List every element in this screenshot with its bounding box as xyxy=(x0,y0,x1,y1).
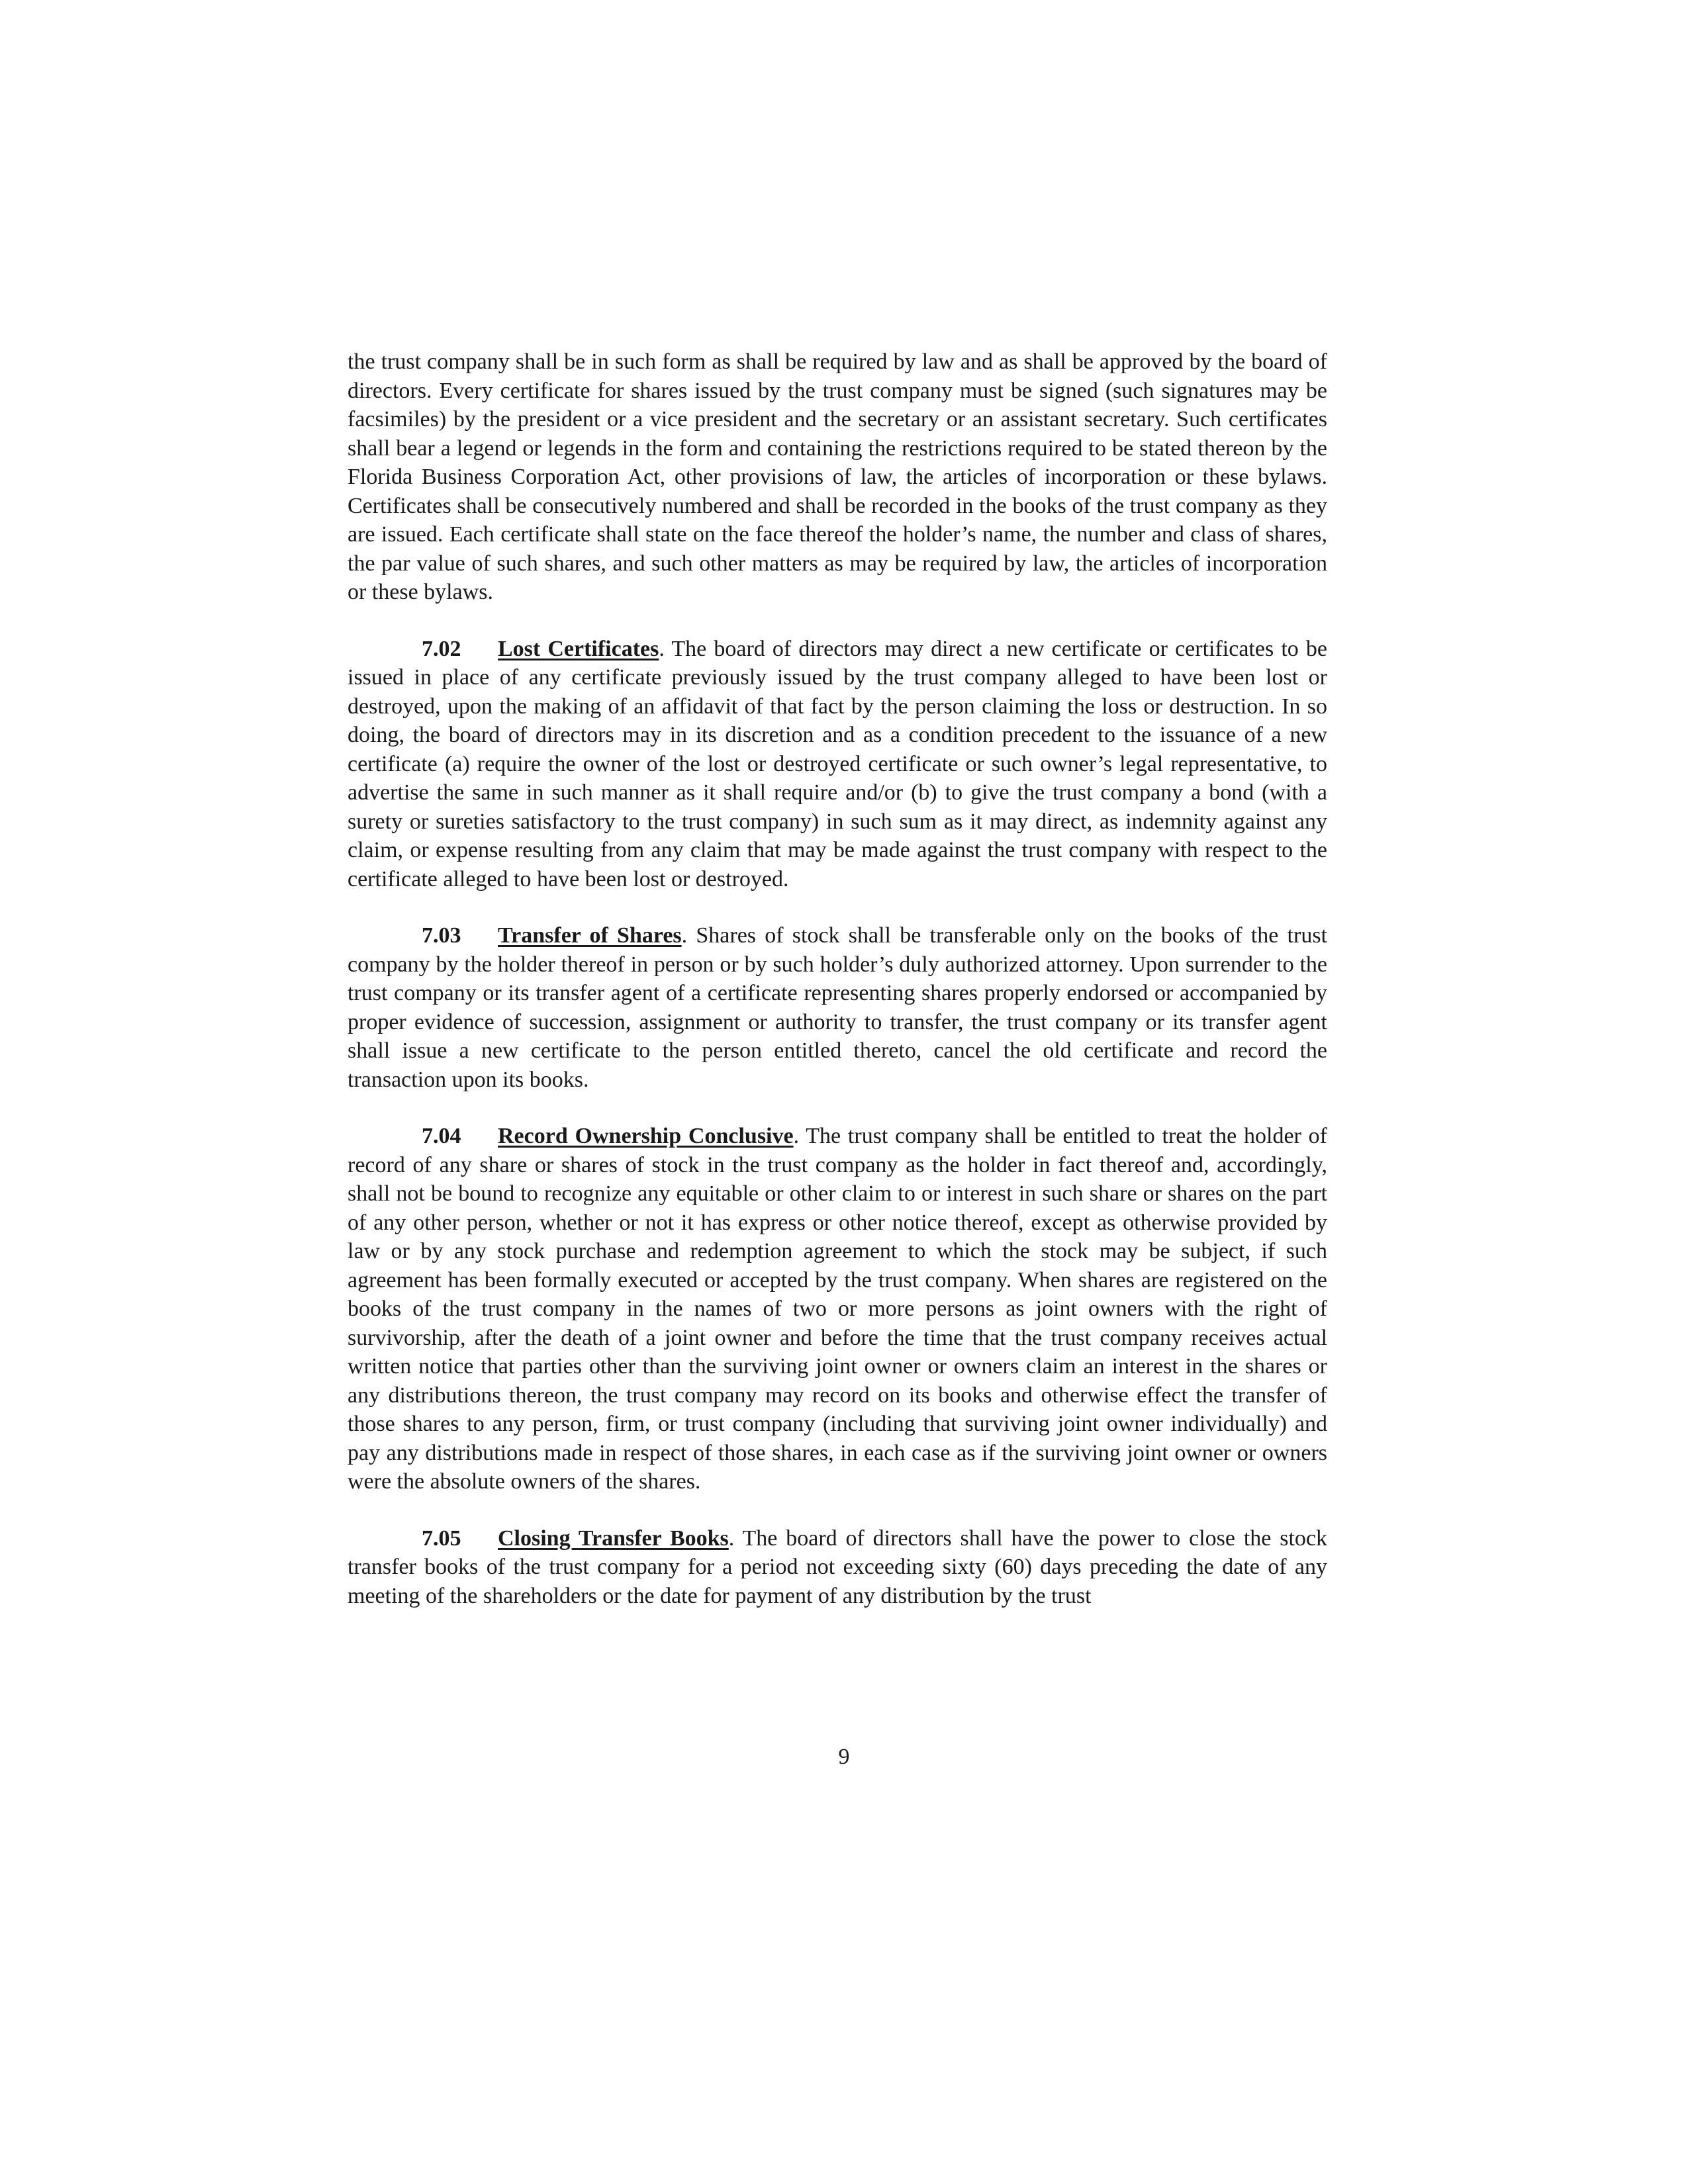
section-number: 7.04 xyxy=(422,1124,461,1148)
section-heading: Record Ownership Conclusive xyxy=(498,1124,794,1148)
section-7-05 xyxy=(348,1524,1327,1611)
section-number: 7.02 xyxy=(422,636,461,661)
section-body: . The board of directors may direct a new certificate or certificates to be issued in place of any certificate previously issued by the trust company alleged to have been lost or destroyed, upon the making of an affidavit of that fact by the person claiming the loss or destruction. In so doing, the board of directors may in its discretion and as a condition precedent to the issuance of a new certificate (a) require the owner of the lost or destroyed certificate or such owner’s legal representative, to advertise the same in such manner as it shall require and/or (b) to give the trust company a bond (with a surety or sureties satisfactory to the trust company) in such sum as it may direct, as indemnity against any claim, or expense resulting from any claim that may be made against the trust company with respect to the certificate alleged to have been lost or destroyed. xyxy=(348,636,1327,891)
section-body: . Shares of stock shall be transferable only on the books of the trust company by the holder thereof in person or by such holder’s duly authorized attorney. Upon surrender to the trust company or its transfer agent of a certificate representing shares properly endorsed or accompanied by proper evidence of succession, assignment or authority to transfer, the trust company or its transfer agent shall issue a new certificate to the person entitled thereto, cancel the old certificate and record the transaction upon its books. xyxy=(348,923,1328,1092)
continued-paragraph: the trust company shall be in such form as shall be required by law and as shall be approved by the board of directors. Every certificate for shares issued by the trust company must be signed (such signatures may be facsimiles) by the president or a vice president and the secretary or an assistant secretary. Such certificates shall bear a legend or legends in the form and containing the restrictions required to be stated thereon by the Florida Business Corporation Act, other provisions of law, the articles of incorporation or these bylaws. Certificates shall be consecutively numbered and shall be recorded in the books of the trust company as they are issued. Each certificate shall state on the face thereof the holder’s name, the number and class of shares, the par value of such shares, and such other matters as may be required by law, the articles of incorporation or these bylaws. xyxy=(348,349,1327,604)
page-number: 9 xyxy=(838,1745,850,1769)
section-body: . The trust company shall be entitled to treat the holder of record of any share or shares of stock in the trust company as the holder in fact thereof and, accordingly, shall not be bound to recognize any equitable or other claim to or interest in such share or shares on the part of any other person, whether or not it has express or other notice thereof, except as otherwise provided by law or by any stock purchase and redemption agreement to which the stock may be subject, if such agreement has been formally executed or accepted by the trust company. When shares are registered on the books of the trust company in the names of two or more persons as joint owners with the right of survivorship, after the death of a joint owner and before the time that the trust company receives actual written notice that parties other than the surviving joint owner or owners claim an interest in the shares or any distributions thereon, the trust company may record on its books and otherwise effect the transfer of those shares to any person, firm, or trust company (including that surviving joint owner individually) and pay any distributions made in respect of those shares, in each case as if the surviving joint owner or owners were the absolute owners of the shares. xyxy=(348,1124,1327,1494)
section-number: 7.03 xyxy=(422,923,461,948)
section-7-03 xyxy=(348,921,1327,1094)
section-number: 7.05 xyxy=(422,1525,461,1551)
section-body: . The board of directors shall have the power to close the stock transfer books of the trust company for a period not exceeding sixty (60) days preceding the date of any meeting of the shareholders or the date for payment of any distribution by the trust xyxy=(348,1525,1327,1608)
section-7-04 xyxy=(348,1122,1327,1496)
section-heading: Closing Transfer Books xyxy=(498,1525,729,1551)
section-heading: Lost Certificates xyxy=(498,636,659,661)
page-body xyxy=(348,347,1327,1638)
section-heading: Transfer of Shares xyxy=(498,923,682,948)
section-7-02 xyxy=(348,635,1327,894)
